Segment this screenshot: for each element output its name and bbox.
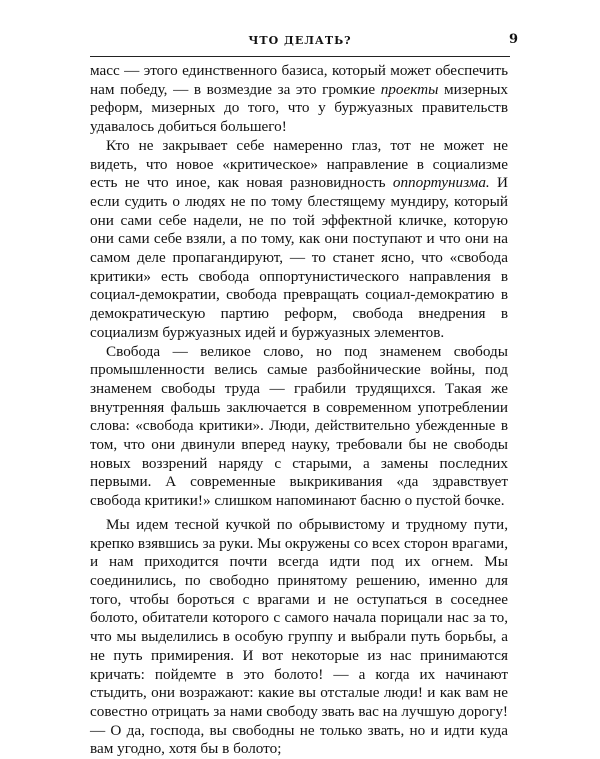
paragraph-1-emphasis: проекты <box>380 80 439 98</box>
header-rule <box>90 56 510 57</box>
paragraph-4: Мы идем тесной кучкой по обрывистому и трудному пути, крепко взявшись за руки. Мы окружены со всех сторон врагами, и нам приходится почти всегда идти под их огнем. Мы соединились, по свободно принятому решению, именно для того, чтобы бороться с врагами и не оступаться в соседнее болото, обитатели которого с самого начала порицали нас за то, что мы выделились в особую группу и выбрали путь борьбы, а не путь примирения. И вот некоторые из нас принимаются кричать: пойдемте в это болото! — а когда их начинают стыдить, они возражают: какие вы отсталые люди! и как вам не совестно отрицать за нами свободу звать вас на лучшую дорогу! — О да, господа, вы свободны не только звать, но и идти куда вам угодно, хотя бы в болото; <box>90 515 508 758</box>
paragraph-3: Свобода — великое слово, но под знаменем свободы промышленности велись самые разбойнические войны, под знаменем свободы труда — грабили трудящихся. Такая же внутренняя фальшь заключается в современном употреблении слова: «свобода критики». Люди, действительно убежденные в том, что они двинули вперед науку, требовали бы не свободы новых воззрений наряду с старыми, а замены последних первыми. А современные выкрикивания «да здравствует свобода критики!» слишком напоминают басню о пустой бочке. <box>90 342 508 510</box>
body-text <box>90 62 508 759</box>
paragraph-2-emphasis: оппортунизма. <box>392 174 490 192</box>
paragraph-2-text-b: И если судить о людях не по тому блестящему мундиру, который они сами себе надели, не по той эффектной кличке, которую они сами себе взяли, а по тому, как они поступают и что они на самом деле пропагандируют, — то станет ясно, что «свобода критики» есть свобода оппортунистического направления в социал-демократии, свобода превращать социал-демократию в демократическую партию реформ, свобода внедрения в социализм буржуазных идей и буржуазных элементов. <box>90 174 508 341</box>
running-head <box>90 32 518 54</box>
paragraph-1-text-a: масс — этого единственного базиса, который может обеспечить нам победу, — в возмездие за это громкие <box>90 62 508 98</box>
page-number: 9 <box>508 32 518 47</box>
paragraph-1 <box>90 62 508 137</box>
paragraph-1-text-b: мизерных реформ, мизерных до того, что у буржуазных правительств удавалось добиться большего! <box>90 80 508 136</box>
running-title: ЧТО ДЕЛАТЬ? <box>248 34 352 47</box>
paragraph-2-text-a: Кто не закрывает себе намеренно глаз, тот не может не видеть, что новое «критическое» направление в социализме есть не что иное, как новая разновидность <box>90 136 508 192</box>
paragraph-2 <box>90 137 508 343</box>
